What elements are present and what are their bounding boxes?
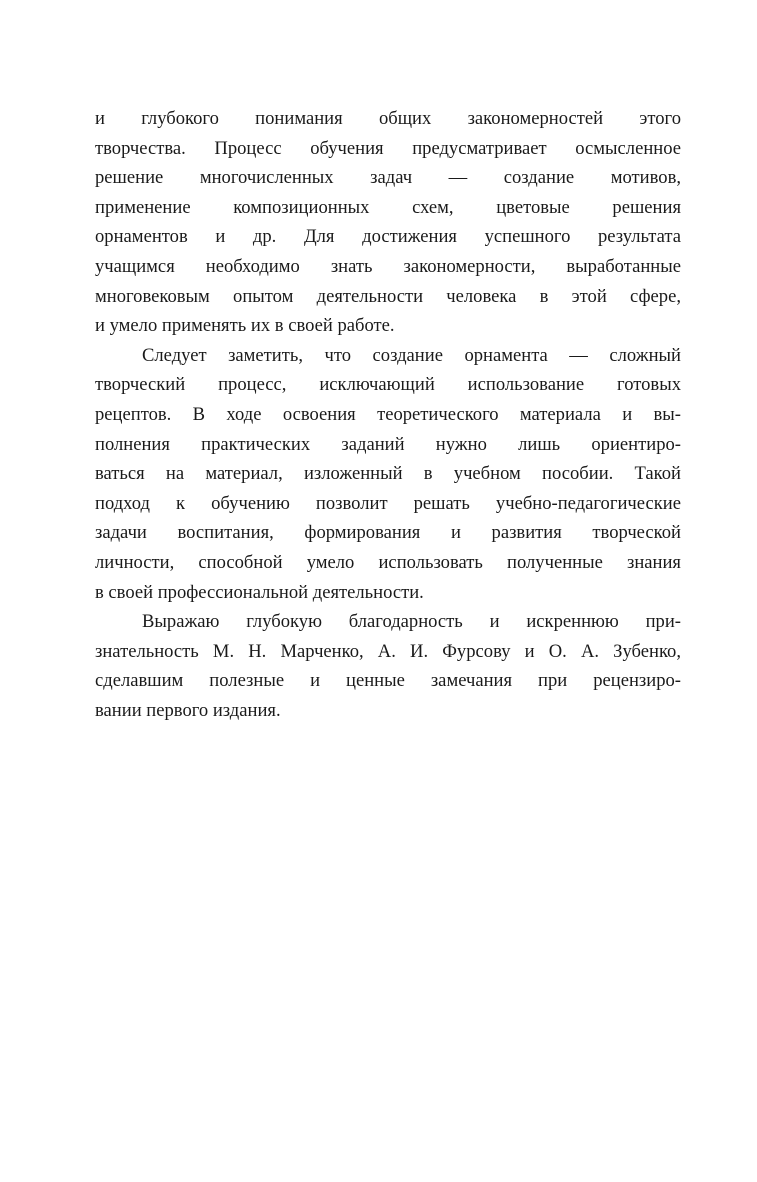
text-line: задачи воспитания, формирования и развития творческой: [95, 522, 681, 544]
text-line: орнаментов и др. Для достижения успешного результата: [95, 226, 681, 248]
text-line: рецептов. В ходе освоения теоретического материала и вы-: [95, 403, 681, 425]
text-line: знательность М. Н. Марченко, А. И. Фурсову и О. А. Зубенко,: [95, 640, 681, 662]
text-line: многовековым опытом деятельности человека в этой сфере,: [95, 285, 681, 307]
text-line: в своей профессиональной деятельности.: [95, 581, 424, 603]
text-line: Выражаю глубокую благодарность и искреннюю при-: [142, 611, 681, 633]
text-line: учащимся необходимо знать закономерности, выработанные: [95, 255, 681, 277]
text-line: ваться на материал, изложенный в учебном пособии. Такой: [95, 463, 681, 485]
body-text: [95, 104, 681, 725]
paragraph-3: [95, 607, 681, 725]
paragraph-1: [95, 104, 681, 341]
text-line: вании первого издания.: [95, 699, 281, 721]
text-line: творчества. Процесс обучения предусматривает осмысленное: [95, 137, 681, 159]
text-line: Следует заметить, что создание орнамента — сложный: [142, 344, 681, 366]
text-line: применение композиционных схем, цветовые решения: [95, 196, 681, 218]
text-line: решение многочисленных задач — создание мотивов,: [95, 167, 681, 189]
text-line: подход к обучению позволит решать учебно-педагогические: [95, 492, 681, 514]
text-line: полнения практических заданий нужно лишь ориентиро-: [95, 433, 681, 455]
paragraph-2: [95, 341, 681, 607]
text-line: и умело применять их в своей работе.: [95, 315, 395, 337]
text-line: личности, способной умело использовать полученные знания: [95, 551, 681, 573]
text-line: творческий процесс, исключающий использование готовых: [95, 374, 681, 396]
text-line: сделавшим полезные и ценные замечания при рецензиро-: [95, 670, 681, 692]
text-line: и глубокого понимания общих закономерностей этого: [95, 108, 681, 129]
